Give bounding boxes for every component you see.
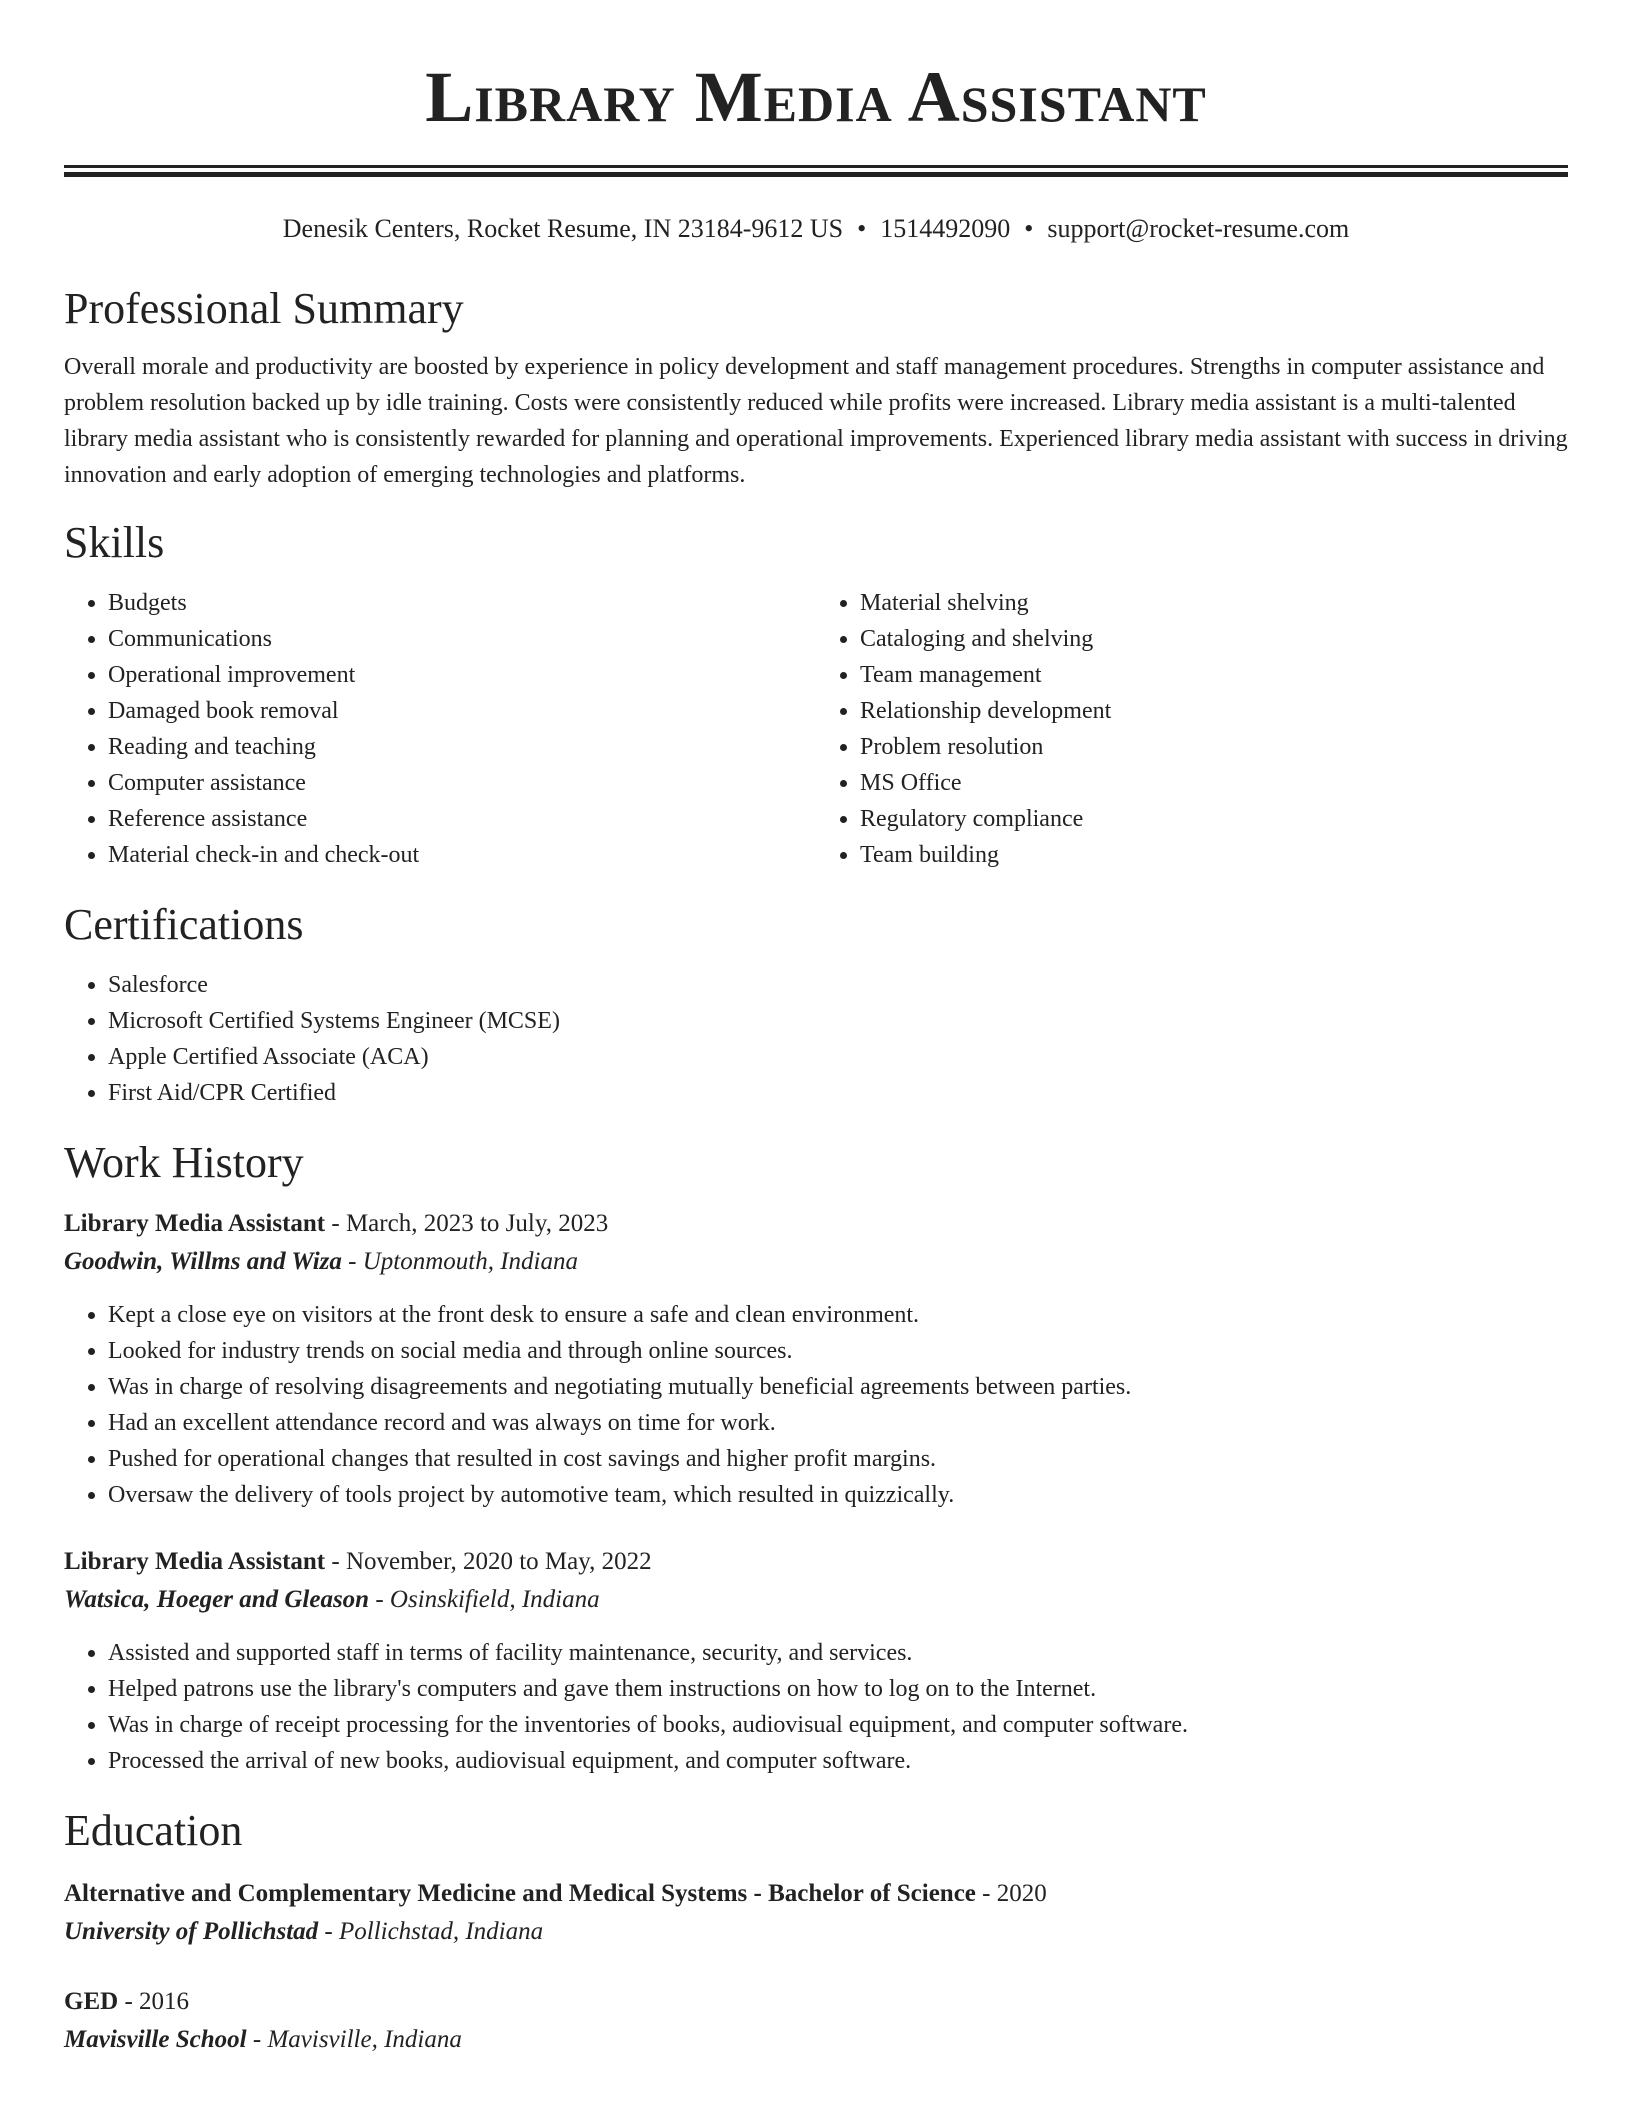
job-entry: [64, 1543, 1568, 1779]
work-history-heading: Work History: [64, 1138, 304, 1187]
job-company-line: [64, 1243, 1568, 1281]
certification-item: • Apple Certified Associate (ACA): [108, 1039, 1568, 1075]
certification-item: • First Aid/CPR Certified: [108, 1075, 1568, 1111]
job-role: Library Media Assistant: [64, 1210, 326, 1237]
education-school: Mavisville School: [64, 2026, 247, 2053]
skill-item: • Damaged book removal: [108, 693, 816, 729]
job-bullet: • Kept a close eye on visitors at the front desk to ensure a safe and clean environment.: [108, 1297, 1568, 1333]
header-divider: [64, 165, 1568, 177]
skill-item: • Regulatory compliance: [860, 801, 1568, 837]
skill-item: • Reference assistance: [108, 801, 816, 837]
education-heading: Education: [64, 1806, 243, 1855]
skill-item: • Reading and teaching: [108, 729, 816, 765]
education-year: - 2016: [118, 1988, 190, 2015]
skill-item: • Budgets: [108, 585, 816, 621]
job-location: - Uptonmouth, Indiana: [341, 1248, 578, 1275]
job-role: Library Media Assistant: [64, 1548, 326, 1575]
education-degree: Alternative and Complementary Medicine and Medical Systems - Bachelor of Science: [64, 1880, 976, 1907]
skills-heading: Skills: [64, 518, 165, 567]
resume-page: [64, 0, 1568, 2059]
skill-item: • Team building: [860, 837, 1568, 873]
job-dates: - March, 2023 to July, 2023: [325, 1210, 609, 1237]
resume-name: Library Media Assistant: [425, 57, 1207, 137]
summary-heading: Professional Summary: [64, 284, 464, 333]
job-entry: [64, 1205, 1568, 1513]
job-header: [64, 1543, 1568, 1581]
job-company: Watsica, Hoeger and Gleason: [64, 1586, 370, 1613]
job-bullet: • Processed the arrival of new books, audiovisual equipment, and computer software.: [108, 1743, 1568, 1779]
job-bullet: • Assisted and supported staff in terms of facility maintenance, security, and services.: [108, 1635, 1568, 1671]
job-bullets: [64, 1635, 1568, 1779]
job-bullet: • Oversaw the delivery of tools project by automotive team, which resulted in quizzically.: [108, 1477, 1568, 1513]
education-entry: [64, 1875, 1568, 1951]
job-location: - Osinskifield, Indiana: [369, 1586, 600, 1613]
education-year: - 2020: [975, 1880, 1047, 1907]
contact-separator: •: [857, 214, 867, 243]
job-header: [64, 1205, 1568, 1243]
skill-item: • Communications: [108, 621, 816, 657]
certification-item: • Salesforce: [108, 967, 1568, 1003]
skill-item: • Computer assistance: [108, 765, 816, 801]
education-location: - Mavisville, Indiana: [246, 2026, 462, 2053]
contact-email[interactable]: support@rocket-resume.com: [1047, 214, 1350, 243]
certifications-heading: Certifications: [64, 900, 304, 949]
contact-address: Denesik Centers, Rocket Resume, IN 23184-9612 US: [282, 214, 844, 243]
job-company-line: [64, 1581, 1568, 1619]
job-bullet: • Was in charge of resolving disagreements and negotiating mutually beneficial agreements between parties.: [108, 1369, 1568, 1405]
skills-list-right: [816, 585, 1568, 873]
education-header: [64, 1875, 1568, 1913]
skill-item: • Problem resolution: [860, 729, 1568, 765]
contact-line: [64, 213, 1568, 245]
education-school-line: [64, 1913, 1568, 1951]
skills-list-left: [64, 585, 816, 873]
job-bullet: • Helped patrons use the library's computers and gave them instructions on how to log on to the Internet.: [108, 1671, 1568, 1707]
education-entry: [64, 1983, 1568, 2059]
certifications-list: [64, 967, 1568, 1111]
skill-item: • Material check-in and check-out: [108, 837, 816, 873]
education-school-line: [64, 2021, 1568, 2059]
skill-item: • MS Office: [860, 765, 1568, 801]
job-bullet: • Pushed for operational changes that resulted in cost savings and higher profit margins.: [108, 1441, 1568, 1477]
contact-separator: •: [1024, 214, 1034, 243]
job-bullet: • Was in charge of receipt processing for the inventories of books, audiovisual equipment, and computer software.: [108, 1707, 1568, 1743]
education-degree: GED: [64, 1988, 119, 2015]
skill-item: • Cataloging and shelving: [860, 621, 1568, 657]
skill-item: • Material shelving: [860, 585, 1568, 621]
certification-item: • Microsoft Certified Systems Engineer (MCSE): [108, 1003, 1568, 1039]
job-dates: - November, 2020 to May, 2022: [325, 1548, 652, 1575]
job-bullet: • Had an excellent attendance record and was always on time for work.: [108, 1405, 1568, 1441]
skills-columns: [64, 585, 1568, 873]
job-company: Goodwin, Willms and Wiza: [64, 1248, 342, 1275]
education-school: University of Pollichstad: [64, 1918, 319, 1945]
education-location: - Pollichstad, Indiana: [318, 1918, 544, 1945]
skill-item: • Relationship development: [860, 693, 1568, 729]
skill-item: • Team management: [860, 657, 1568, 693]
job-bullet: • Looked for industry trends on social media and through online sources.: [108, 1333, 1568, 1369]
education-header: [64, 1983, 1568, 2021]
contact-phone: 1514492090: [880, 214, 1011, 243]
job-bullets: [64, 1297, 1568, 1513]
summary-text: Overall morale and productivity are boosted by experience in policy development and staff management procedures. Strengths in computer assistance and problem resolution backed up by idle training. Costs were consistently reduced while profits were increased. Library media assistant is a multi-talented library media assistant who is consistently rewarded for planning and operational improvements. Experienced library media assistant with success in driving innovation and early adoption of emerging technologies and platforms.: [64, 354, 1568, 488]
skill-item: • Operational improvement: [108, 657, 816, 693]
